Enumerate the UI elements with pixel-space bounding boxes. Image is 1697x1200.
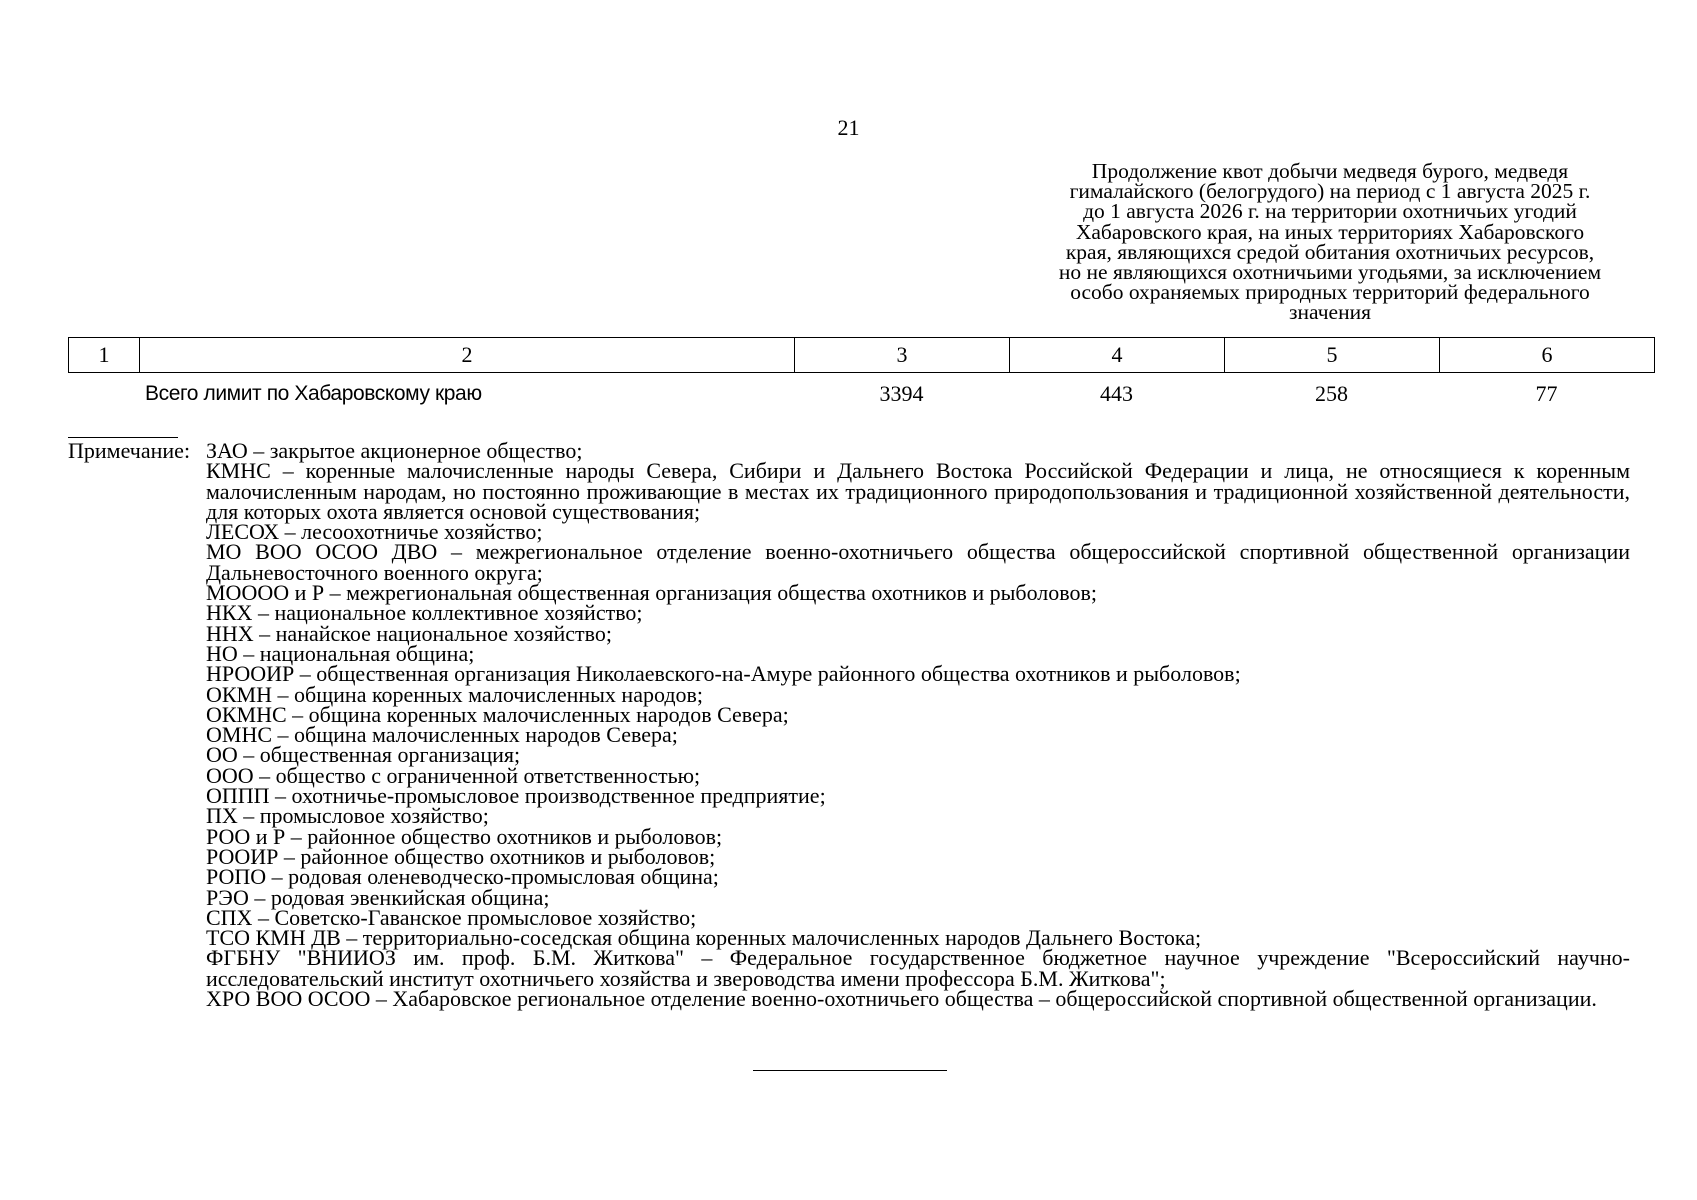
note-item: СПХ – Советско-Гаванское промысловое хозяйство; — [206, 904, 697, 930]
note-item: ПХ – промысловое хозяйство; — [206, 803, 489, 829]
total-value: 443 — [1100, 381, 1133, 406]
total-value: 3394 — [879, 381, 924, 406]
column-number-header — [68, 337, 1655, 373]
note-item: ОМНС – община малочисленных народов Севера; — [206, 722, 678, 748]
note-item: МОООО и Р – межрегиональная общественная организация общества охотников и рыболовов; — [206, 580, 1098, 606]
note-item: ОО – общественная организация; — [206, 742, 521, 768]
note-item: РООИР – районное общество охотников и рыболовов; — [206, 843, 716, 869]
caption-line: Хабаровского края, на иных территориях Хабаровского — [1075, 219, 1585, 244]
note-item: ООО – общество с ограниченной ответственностью; — [206, 762, 701, 788]
caption-line: до 1 августа 2026 г. на территории охотничьих угодий — [1083, 199, 1577, 224]
note-item: ЗАО – закрытое акционерное общество; — [206, 438, 583, 463]
note-item: ХРО ВОО ОСОО – Хабаровское региональное отделение военно-охотничьего общества – общероссийской спортивной общественной организации. — [206, 986, 1597, 1012]
caption-line: но не являющихся охотничьими угодьями, за исключением — [1058, 260, 1602, 285]
note-item: ФГБНУ "ВНИИОЗ им. проф. Б.М. Житкова" – Федеральное государственное бюджетное научное учреждение "Всероссийский научно-исследовательский институт охотничьего хозяйства и звероводства имени профессора Б.М. Житкова"; — [206, 945, 1630, 991]
table-caption — [1010, 161, 1650, 323]
note-item: МО ВОО ОСОО ДВО – межрегиональное отделение военно-охотничьего общества общероссийской спортивной общественной организации Дальневосточного военного округа; — [206, 539, 1630, 585]
note-item: КМНС – коренные малочисленные народы Севера, Сибири и Дальнего Востока Российской Федерации и лица, не относящиеся к коренным малочисленным народам, но постоянно проживающие в местах их традиционного природопользования и традиционной хозяйственной деятельности, для которых охота является основой существования; — [206, 458, 1630, 524]
note-item: РОПО – родовая оленеводческо-промысловая община; — [206, 864, 719, 890]
column-number-cell: 4 — [1010, 338, 1225, 373]
page-number: 21 — [837, 115, 860, 140]
note-item: РЭО – родовая эвенкийская община; — [206, 884, 550, 910]
caption-line: гималайского (белогрудого) на период с 1 августа 2025 г. — [1069, 179, 1591, 204]
note-item: РОО и Р – районное общество охотников и рыболовов; — [206, 823, 723, 849]
column-number-cell: 2 — [140, 338, 795, 373]
note-item: ННХ – нанайское национальное хозяйство; — [206, 620, 612, 646]
caption-line: особо охраняемых природных территорий федерального — [1070, 280, 1590, 305]
column-number-cell: 1 — [69, 338, 140, 373]
caption-line: края, являющихся средой обитания охотничьих ресурсов, — [1065, 239, 1595, 264]
end-of-section-rule — [753, 1070, 947, 1071]
note-item: ТСО КМН ДВ – территориально-соседская община коренных малочисленных народов Дальнего Востока; — [206, 925, 1202, 951]
total-value: 258 — [1315, 381, 1348, 406]
caption-line: значения — [1289, 300, 1371, 325]
total-row — [68, 379, 1654, 409]
column-number-cell: 3 — [795, 338, 1010, 373]
note-item: НО – национальная община; — [206, 640, 475, 666]
note-item: ОКМН – община коренных малочисленных народов; — [206, 681, 704, 707]
column-number-cell: 6 — [1440, 338, 1655, 373]
column-number-cell: 5 — [1225, 338, 1440, 373]
note-item: НРООИР – общественная организация Николаевского-на-Амуре районного общества охотников и рыболовов; — [206, 661, 1241, 687]
notes-title: Примечание: — [68, 438, 191, 463]
caption-line: Продолжение квот добычи медведя бурого, медведя — [1091, 159, 1569, 183]
total-value: 77 — [1535, 381, 1558, 406]
note-item: ЛЕСОХ – лесоохотничье хозяйство; — [206, 519, 543, 545]
note-item: ОКМНС – община коренных малочисленных народов Севера; — [206, 701, 789, 727]
total-label: Всего лимит по Хабаровскому краю — [145, 382, 482, 405]
note-item: ОППП – охотничье-промысловое производственное предприятие; — [206, 783, 826, 809]
table-header-row — [69, 338, 1655, 373]
note-item: НКХ – национальное коллективное хозяйство; — [206, 600, 643, 626]
notes-list — [206, 438, 1630, 1012]
